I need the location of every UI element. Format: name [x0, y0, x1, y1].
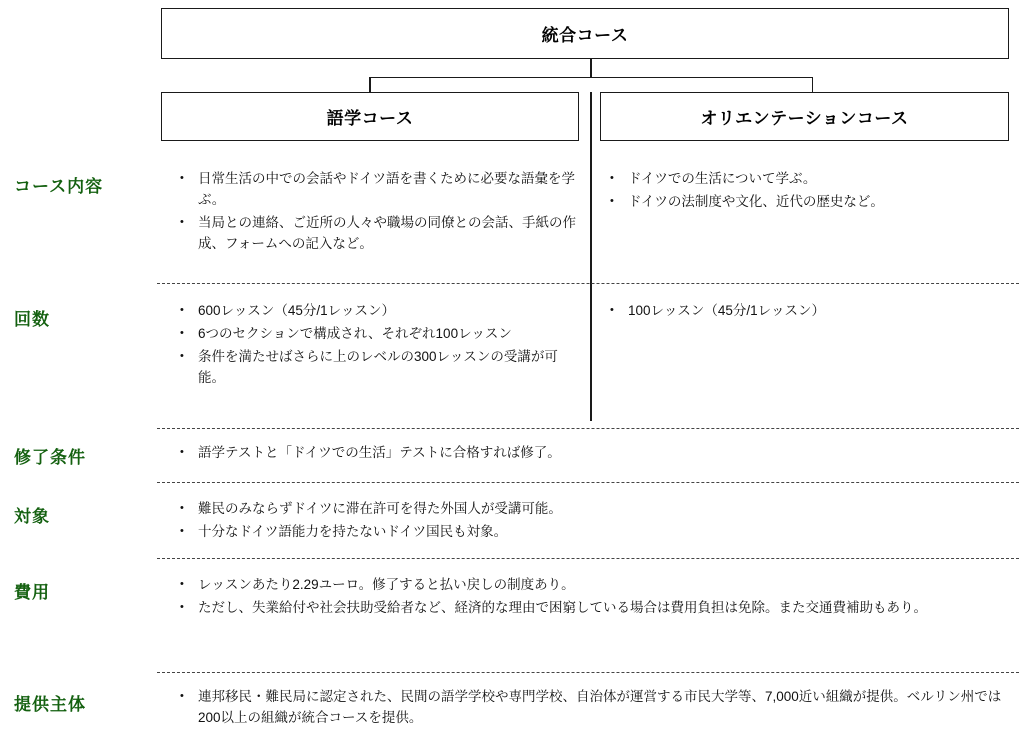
row-separator-4 — [157, 558, 1019, 559]
bullet-list — [608, 168, 1008, 212]
cell-lesson-count-language — [178, 300, 578, 390]
list-item: • 600レッスン（45分/1レッスン） — [178, 300, 578, 321]
list-item: • 連邦移民・難民局に認定された、民間の語学学校や専門学校、自治体が運営する市民大学等、7,000近い組織が提供。ベルリン州では200以上の組織が統合コースを提供。 — [178, 686, 1010, 728]
row-label-provider: 提供主体 — [14, 695, 86, 714]
bullet-list — [178, 498, 1010, 542]
connector-stem-vertical — [590, 58, 592, 78]
bullet-list — [178, 686, 1010, 728]
row-label-cost: 費用 — [14, 583, 50, 602]
list-item: • レッスンあたり2.29ユーロ。修了すると払い戻しの制度あり。 — [178, 574, 1010, 595]
cell-provider — [178, 686, 1010, 730]
cell-course-content-language — [178, 168, 578, 256]
bullet-list — [608, 300, 1008, 321]
list-item: • ドイツでの生活について学ぶ。 — [608, 168, 1008, 189]
cell-cost — [178, 574, 1010, 620]
list-item: • ただし、失業給付や社会扶助受給者など、経済的な理由で困窮している場合は費用負担は免除。また交通費補助もあり。 — [178, 597, 1010, 618]
list-item: • 100レッスン（45分/1レッスン） — [608, 300, 1008, 321]
list-item: • 条件を満たせばさらに上のレベルの300レッスンの受講が可能。 — [178, 346, 578, 388]
list-item: • 当局との連絡、ご近所の人々や職場の同僚との会話、手紙の作成、フォームへの記入など。 — [178, 212, 578, 254]
cell-target-audience — [178, 498, 1010, 544]
row-label-course-content: コース内容 — [14, 177, 104, 196]
org-box-language-course: 語学コース — [161, 92, 579, 141]
list-item: • 難民のみならずドイツに滞在許可を得た外国人が受講可能。 — [178, 498, 1010, 519]
bullet-list — [178, 442, 1010, 463]
bullet-list — [178, 300, 578, 388]
org-box-orientation-course: オリエンテーションコース — [600, 92, 1009, 141]
cell-lesson-count-orientation — [608, 300, 1008, 323]
list-item: • 日常生活の中での会話やドイツ語を書くために必要な語彙を学ぶ。 — [178, 168, 578, 210]
connector-horizontal-bar — [369, 77, 813, 79]
cell-course-content-orientation — [608, 168, 1008, 214]
bullet-list — [178, 168, 578, 254]
row-separator-5 — [157, 672, 1019, 673]
list-item: • 6つのセクションで構成され、それぞれ100レッスン — [178, 323, 578, 344]
connector-drop-right — [812, 77, 814, 93]
row-label-target-audience: 対象 — [14, 507, 50, 526]
row-separator-3 — [157, 482, 1019, 483]
org-box-root: 統合コース — [161, 8, 1009, 59]
cell-completion-requirements — [178, 442, 1010, 465]
row-separator-1 — [157, 283, 1019, 284]
connector-drop-left — [369, 77, 371, 93]
list-item: • 語学テストと「ドイツでの生活」テストに合格すれば修了。 — [178, 442, 1010, 463]
row-label-lesson-count: 回数 — [14, 310, 50, 329]
list-item: • 十分なドイツ語能力を持たないドイツ国民も対象。 — [178, 521, 1010, 542]
list-item: • ドイツの法制度や文化、近代の歴史など。 — [608, 191, 1008, 212]
column-divider-line — [590, 92, 592, 421]
row-separator-2 — [157, 428, 1019, 429]
bullet-list — [178, 574, 1010, 618]
row-label-completion-requirements: 修了条件 — [14, 448, 86, 467]
